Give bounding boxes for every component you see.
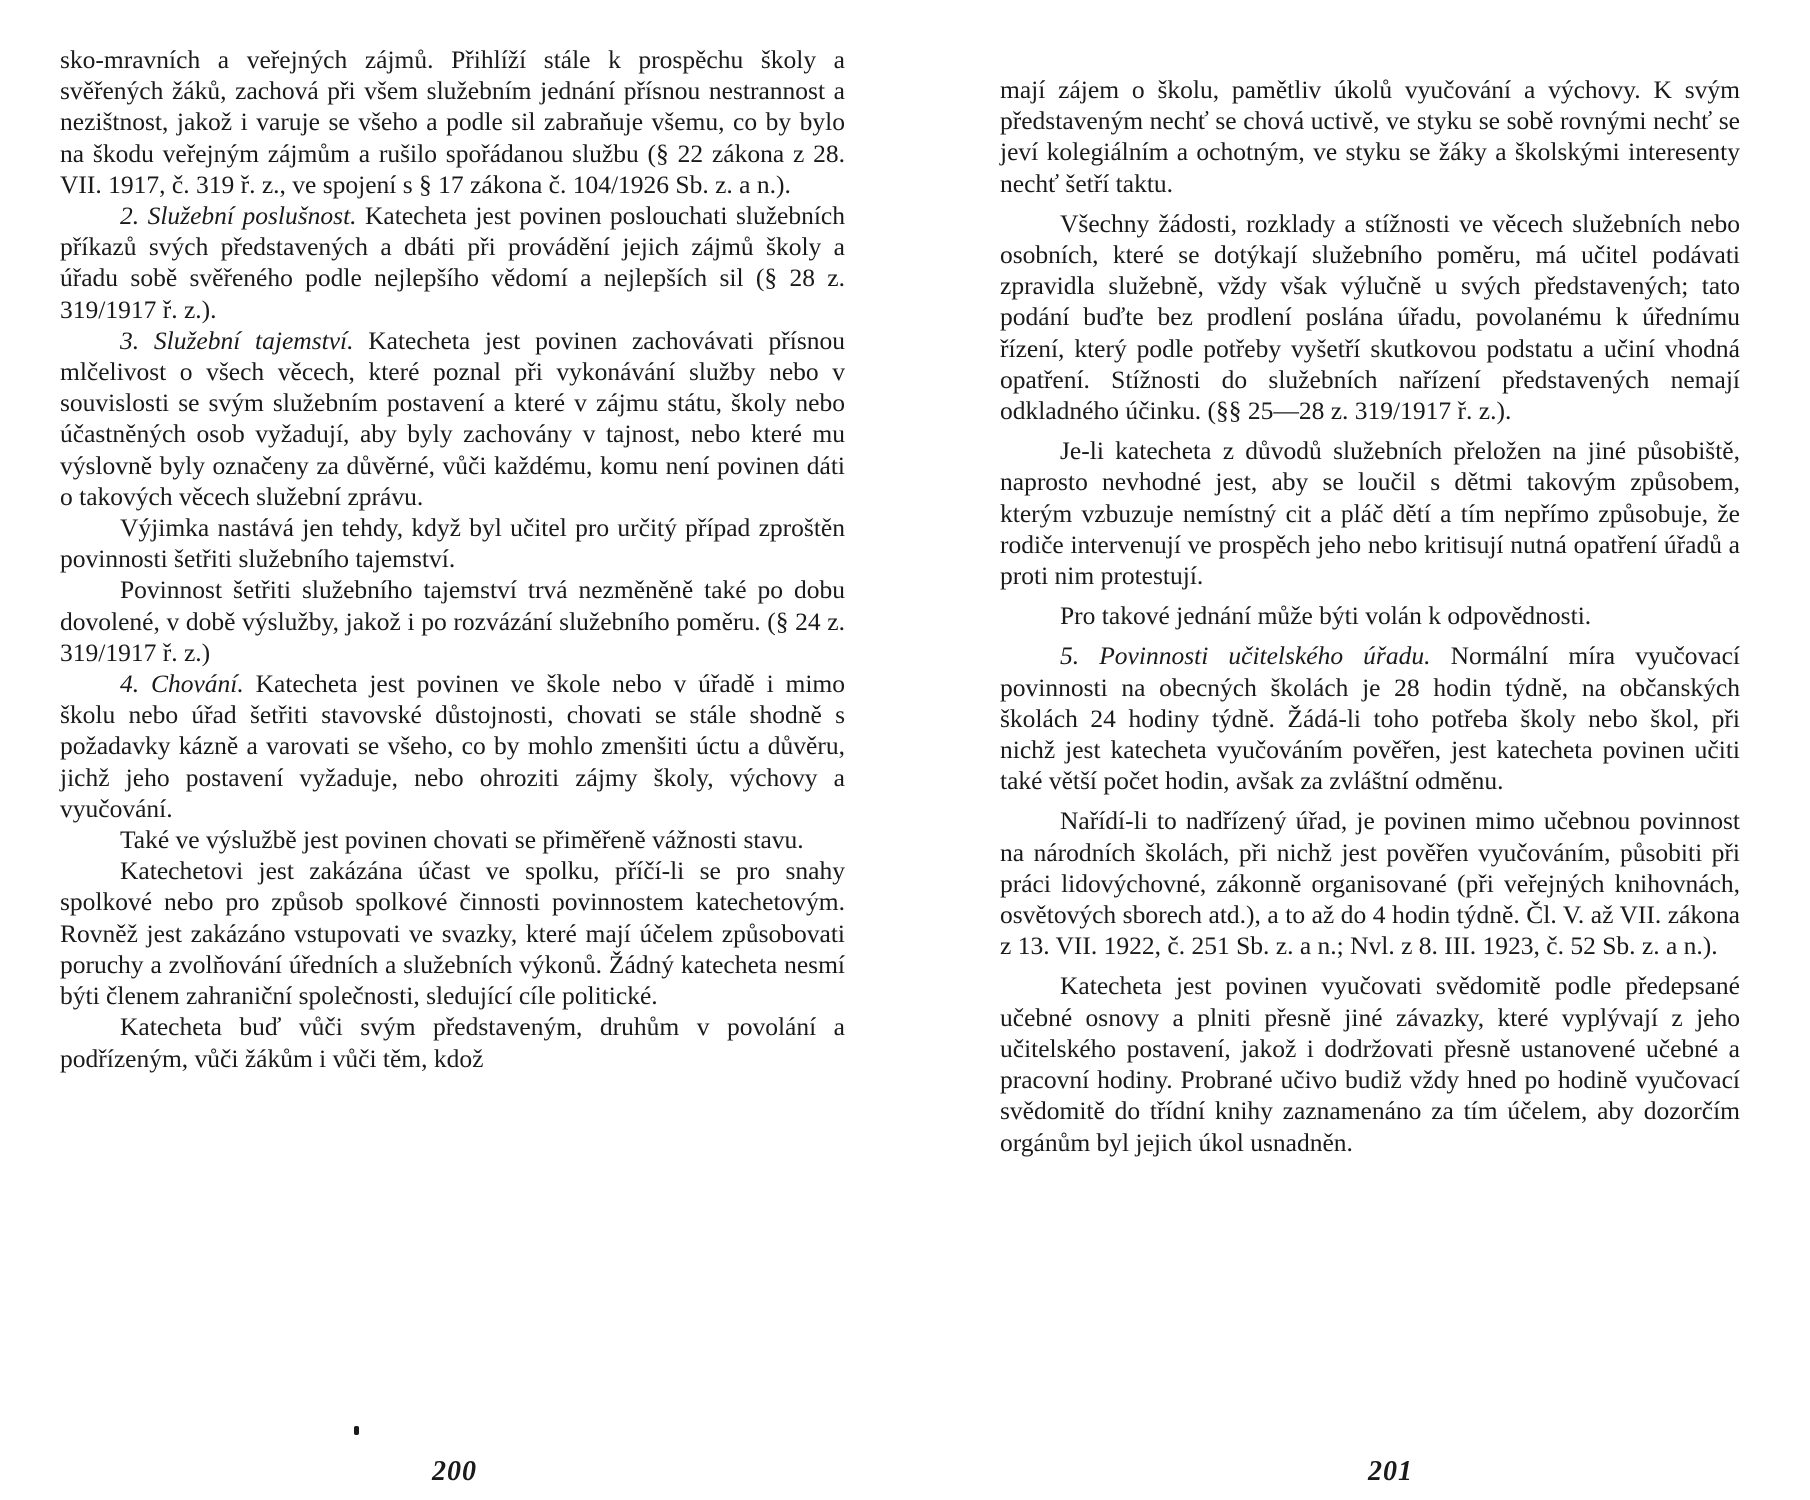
section-heading: 2. Služební poslušnost. — [120, 201, 357, 231]
section-heading: 4. Chování. — [120, 669, 244, 699]
paragraph: Pro takové jednání může býti volán k odpovědnosti. — [1060, 601, 1592, 631]
paragraph — [1000, 640, 1740, 796]
page-number: 200 — [432, 1456, 477, 1487]
paragraph — [60, 325, 845, 512]
ink-speck — [354, 1426, 359, 1435]
paragraph: Katechetovi jest zakázána účast ve spolku, příčí-li se pro snahy spolkové nebo pro způsob spolkové činnosti povinnostem katechetovým. Rovněž jest zakázáno vstupovati ve svazky, které mají účelem způsobovati poruchy a zvolňování úředních a služebních výkonů. Žádný katecheta nesmí býti členem zahraniční společnosti, sledující cíle politické. — [60, 856, 845, 1011]
paragraph: mají zájem o školu, pamětliv úkolů vyučování a výchovy. K svým představeným nechť se chová uctivě, ve styku se sobě rovnými nechť se jeví kolegiálním a ochotným, ve styku se žáky a školskými interesenty nechť šetří taktu. — [1000, 75, 1740, 198]
paragraph — [60, 668, 845, 824]
paragraph: Také ve výslužbě jest povinen chovati se přiměřeně vážnosti stavu. — [120, 825, 804, 855]
section-heading: 5. Povinnosti učitelského úřadu. — [1060, 641, 1431, 671]
paragraph: Výjimka nastává jen tehdy, když byl učitel pro určitý případ zproštěn povinnosti šetřiti služebního tajemství. — [60, 513, 845, 574]
paragraph: sko-mravních a veřejných zájmů. Přihlíží stále k prospěchu školy a svěřených žáků, zachová při všem služebním jednání přísnou nestrannost a nezištnost, jakož i varuje se všeho a podle sil zabraňuje všemu, co by bylo na škodu veřejným zájmům a rušilo spořádanou službu (§ 22 zákona z 28. VII. 1917, č. 319 ř. z., ve spojení s § 17 zákona č. 104/1926 Sb. z. a n.). — [60, 45, 845, 199]
page-number: 201 — [1368, 1456, 1413, 1487]
paragraph: Je-li katecheta z důvodů služebních přeložen na jiné působiště, naprosto nevhodné jest, aby se loučil s dětmi takovým způsobem, kterým vzbuzuje nemístný cit a pláč dětí a tím nepřímo způsobuje, že rodiče intervenují ve prospěch jeho nebo kritisují nutná opatření úřadů a proti nim protestují. — [1000, 436, 1740, 591]
section-heading: 3. Služební tajemství. — [120, 325, 354, 355]
paragraph: Katecheta buď vůči svým představeným, druhům v povolání a podřízeným, vůči žákům i vůči těm, kdož — [60, 1012, 845, 1073]
paragraph-text: Normální míra vyučovací povinnosti na obecných školách je 28 hodin týdně, na občanských školách 24 hodiny týdně. Žádá-li toho potřeba školy nebo škol, při nichž jest katecheta vyučováním pověřen, jest katecheta povinen učiti také větší počet hodin, avšak za zvláštní odměnu. — [1000, 641, 1741, 796]
paragraph: Všechny žádosti, rozklady a stížnosti ve věcech služebních nebo osobních, které se dotýkají služebního poměru, má učitel podávati zpravidla služebně, vždy však výlučně u svých představených; tato podání buďte bez prodlení poslána úřadu, povolanému k úřednímu řízení, který podle potřeby vyšetří skutkovou podstatu a učiní vhodná opatření. Stížnosti do služebních nařízení představených nemají odkladného účinku. (§§ 25—28 z. 319/1917 ř. z.). — [1000, 208, 1740, 426]
paragraph-text: Katecheta jest povinen ve škole nebo v úřadě i mimo školu nebo úřad šetřiti stavovské důstojnosti, chovati se stále shodně s požadavky kázně a varovati se všeho, co by mohlo zmenšiti úctu a důvěru, jichž jeho postavení vyžaduje, nebo ohroziti zájmy školy, výchovy a vyučování. — [60, 669, 845, 823]
paragraph — [60, 200, 845, 325]
left-page — [60, 44, 845, 1074]
paragraph-text: Katecheta jest povinen zachovávati přísnou mlčelivost o všech věcech, které poznal při vykonávání služby nebo v souvislosti se svým služebním postavení a které v zájmu státu, školy nebo účastněných osob vyžadují, aby byly zachovány v tajnost, nebo které mu výslovně byly označeny za důvěrné, vůči každému, komu není povinen dáti o takových věcech služební zprávu. — [60, 325, 845, 511]
paragraph: Katecheta jest povinen vyučovati svědomitě podle předepsané učebné osnovy a plniti přesně jiné závazky, které vyplývají z jeho učitelského postavení, jakož i dodržovati přesně ustanovené učebné a pracovní hodiny. Probrané učivo budiž vždy hned po hodině vyučovací svědomitě do třídní knihy zaznamenáno za tím účelem, aby dozorčím orgánům byl jejich úkol usnadněn. — [1000, 971, 1740, 1157]
paragraph-text: Katecheta jest povinen poslouchati služebních příkazů svých představených a dbáti při provádění jejich zájmů školy a úřadu sobě svěřeného podle nejlepšího vědomí a nejlepších sil (§ 28 z. 319/1917 ř. z.). — [60, 201, 845, 324]
right-page — [1000, 74, 1740, 1158]
paragraph: Nařídí-li to nadřízený úřad, je povinen mimo učebnou povinnost na národních školách, při nichž jest pověřen vyučováním, působiti při práci lidovýchovné, zákonně organisované (při veřejných knihovnách, osvětových sborech atd.), a to až do 4 hodin týdně. Čl. V. až VII. zákona z 13. VII. 1922, č. 251 Sb. z. a n.; Nvl. z 8. III. 1923, č. 52 Sb. z. a n.). — [1000, 806, 1740, 961]
paragraph: Povinnost šetřiti služebního tajemství trvá nezměněně také po dobu dovolené, v době výslužby, jakož i po rozvázání služebního poměru. (§ 24 z. 319/1917 ř. z.) — [60, 575, 845, 667]
